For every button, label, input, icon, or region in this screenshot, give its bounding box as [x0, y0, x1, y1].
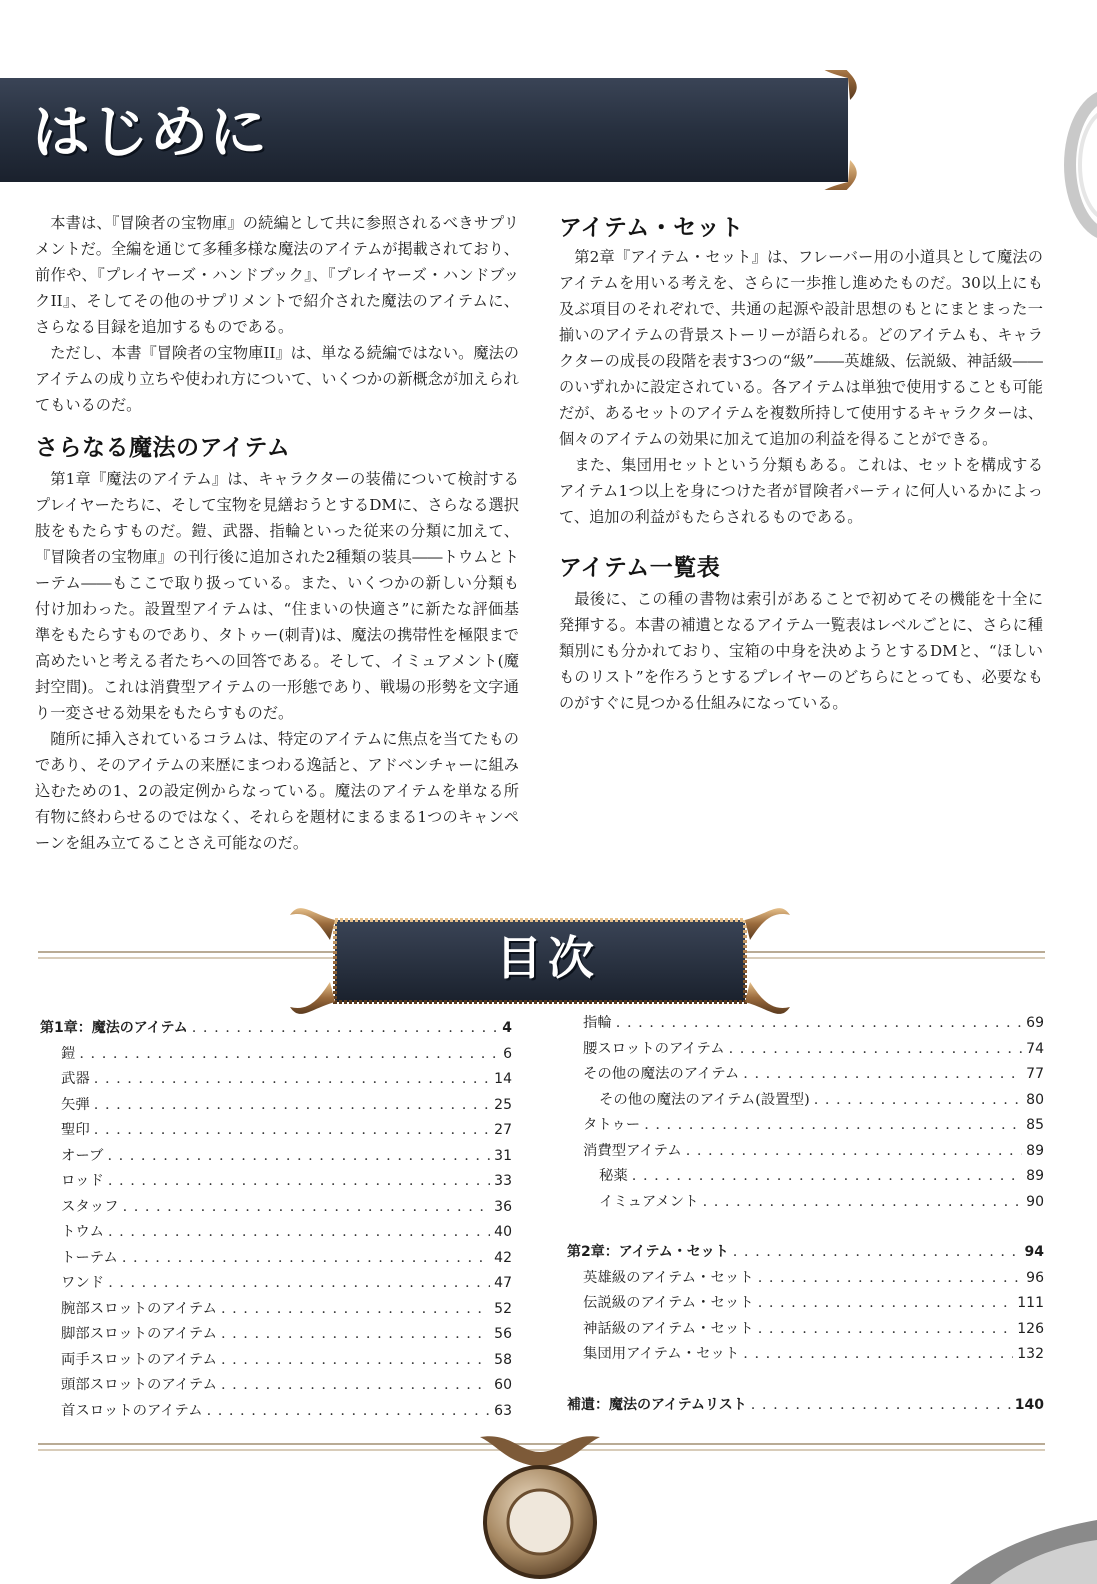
toc-entry-label: オーブ: [61, 1147, 104, 1164]
toc-entry[interactable]: [40, 1246, 512, 1272]
toc-entry[interactable]: [40, 1220, 512, 1246]
toc-title: 目次: [496, 931, 600, 985]
toc-entry[interactable]: [40, 1093, 512, 1119]
toc-entry[interactable]: [567, 1266, 1044, 1292]
toc-entry[interactable]: [567, 1011, 1044, 1037]
toc-dot-leader: [107, 1144, 490, 1170]
toc-entry-label: 首スロットのアイテム: [61, 1402, 203, 1419]
toc-entry-label: 脚部スロットのアイテム: [61, 1326, 217, 1342]
toc-entry[interactable]: [40, 1195, 512, 1221]
section-heading-item-sets: アイテム・セット: [559, 215, 744, 241]
toc-dot-leader: [644, 1113, 1022, 1139]
toc-dot-leader: [108, 1271, 490, 1297]
toc-entry[interactable]: [567, 1088, 1044, 1114]
toc-entry-label: 英雄級のアイテム・セット: [583, 1269, 754, 1286]
toc-entry[interactable]: [567, 1317, 1044, 1343]
corner-ornament: [930, 1490, 1097, 1584]
section-heading-more-items: さらなる魔法のアイテム: [35, 435, 291, 461]
toc-entry-page: 31: [494, 1147, 512, 1164]
toc-dot-leader: [632, 1164, 1022, 1190]
toc-entry-label: スタッフ: [61, 1198, 119, 1215]
toc-entry-label: 伝説級のアイテム・セット: [583, 1295, 754, 1311]
toc-entry[interactable]: [567, 1113, 1044, 1139]
toc-dot-leader: [758, 1317, 1014, 1343]
toc-right-column: [567, 1011, 1044, 1418]
toc-dot-leader: [207, 1399, 491, 1425]
toc-entry-page: 33: [494, 1173, 512, 1189]
toc-entry-label: その他の魔法のアイテム: [583, 1066, 740, 1082]
toc-entry-page: 60: [494, 1377, 512, 1393]
toc-entry-label: 腕部スロットのアイテム: [61, 1300, 217, 1317]
toc-entry-label: 消費型アイテム: [583, 1142, 682, 1159]
toc-chapter-entry[interactable]: [567, 1393, 1044, 1419]
toc-entry-page: 4: [502, 1020, 512, 1036]
toc-entry-label: 矢弾: [61, 1096, 90, 1113]
toc-entry[interactable]: [40, 1144, 512, 1170]
left-column: [35, 210, 519, 856]
page-title: はじめに: [32, 98, 269, 166]
right-column: [559, 212, 1043, 716]
toc-entry-label: 補遺：魔法のアイテムリスト: [567, 1396, 747, 1413]
toc-spacer: [567, 1368, 1044, 1393]
section-heading-item-list: アイテム一覧表: [559, 555, 721, 581]
toc-entry-page: 36: [494, 1198, 512, 1215]
toc-dot-leader: [221, 1297, 490, 1323]
toc-entry-label: 両手スロットのアイテム: [61, 1351, 217, 1368]
toc-dot-leader: [703, 1190, 1023, 1216]
toc-entry-page: 63: [494, 1402, 512, 1419]
toc-entry-page: 47: [494, 1275, 512, 1291]
toc-entry-page: 56: [494, 1326, 512, 1342]
toc-entry-page: 94: [1024, 1244, 1044, 1260]
toc-entry[interactable]: [40, 1067, 512, 1093]
intro-paragraph: ただし、本書『冒険者の宝物庫II』は、単なる続編ではない。魔法のアイテムの成り立ちや使われ方について、いくつかの新概念が加えられてもいるのだ。: [35, 344, 519, 414]
toc-entry-page: 89: [1026, 1142, 1044, 1159]
toc-entry-page: 126: [1017, 1320, 1044, 1337]
toc-entry-page: 74: [1026, 1040, 1044, 1057]
toc-entry[interactable]: [40, 1348, 512, 1374]
toc-entry-label: その他の魔法のアイテム(設置型): [599, 1091, 810, 1108]
toc-entry-label: 秘薬: [599, 1168, 628, 1184]
toc-dot-leader: [814, 1088, 1022, 1114]
toc-dot-leader: [123, 1195, 491, 1221]
toc-entry-label: 指輪: [583, 1015, 612, 1031]
edge-ornament: [1040, 70, 1097, 260]
toc-entry[interactable]: [40, 1042, 512, 1068]
intro-paragraph: 本書は、『冒険者の宝物庫』の続編として共に参照されるべきサプリメントだ。全編を通じて多種多様な魔法のアイテムが掲載されており、前作や、『プレイヤーズ・ハンドブック』、『プレイヤーズ・ハンドブックII』、そしてその他のサプリメントで紹介された魔法のアイテムに、さらなる目録を追加するものである。: [35, 214, 519, 336]
toc-dot-leader: [94, 1093, 490, 1119]
toc-dot-leader: [221, 1322, 490, 1348]
toc-dot-leader: [686, 1139, 1022, 1165]
toc-left-column: [40, 1016, 512, 1424]
toc-entry[interactable]: [567, 1342, 1044, 1368]
toc-dot-leader: [743, 1342, 1013, 1368]
toc-entry-label: 武器: [61, 1071, 90, 1087]
toc-entry-label: イミュアメント: [599, 1193, 699, 1210]
toc-entry-page: 77: [1026, 1066, 1044, 1082]
toc-entry-page: 69: [1026, 1015, 1044, 1031]
toc-entry[interactable]: [40, 1297, 512, 1323]
toc-entry[interactable]: [567, 1062, 1044, 1088]
toc-dot-leader: [221, 1373, 490, 1399]
toc-dot-leader: [758, 1291, 1014, 1317]
toc-dot-leader: [729, 1037, 1023, 1063]
item-sets-paragraph: また、集団用セットという分類もある。これは、セットを構成するアイテム1つ以上を身につけた者が冒険者パーティに何人いるかによって、追加の利益がもたらされるものである。: [559, 456, 1043, 526]
toc-dot-leader: [94, 1067, 490, 1093]
toc-dot-leader: [758, 1266, 1022, 1292]
toc-entry-label: 第2章：アイテム・セット: [567, 1244, 729, 1260]
toc-entry-label: トウム: [61, 1224, 105, 1240]
toc-entry[interactable]: [567, 1037, 1044, 1063]
toc-entry-page: 27: [494, 1122, 512, 1138]
toc-entry[interactable]: [567, 1190, 1044, 1216]
toc-entry-page: 140: [1014, 1396, 1044, 1413]
toc-entry-page: 14: [494, 1071, 512, 1087]
toc-dot-leader: [743, 1062, 1022, 1088]
toc-dot-leader: [122, 1246, 490, 1272]
toc-entry-label: 神話級のアイテム・セット: [583, 1320, 754, 1337]
item-list-paragraph: 最後に、この種の書物は索引があることで初めてその機能を十全に発揮する。本書の補遺となるアイテム一覧表はレベルごとに、さらに種類別にも分かれており、宝箱の中身を決めようとするDMと、“ほしいものリスト”を作ろうとするプレイヤーのどちらにとっても、必要なものがすぐに見つかる仕組みになっている。: [559, 590, 1043, 712]
toc-entry-page: 25: [494, 1096, 512, 1113]
toc-entry-page: 96: [1026, 1269, 1044, 1286]
toc-entry-label: 聖印: [61, 1122, 90, 1138]
toc-entry-page: 40: [494, 1224, 512, 1240]
toc-entry-page: 90: [1026, 1193, 1044, 1210]
toc-dot-leader: [616, 1011, 1022, 1037]
more-items-paragraph: 第1章『魔法のアイテム』は、キャラクターの装備について検討するプレイヤーたちに、そして宝物を見繕おうとするDMに、さらなる選択肢をもたらすものだ。鎧、武器、指輪といった従来の分類に加えて、『冒険者の宝物庫』の刊行後に追加された2種類の装具――トウムとトーテム――もここで取り扱っている。また、いくつかの新しい分類も付け加わった。設置型アイテムは、“住まいの快適さ”に新たな評価基準をもたらすものであり、タトゥー(刺青)は、魔法の携帯性を極限まで高めたいと考える者たちへの回答である。そして、イミュアメント(魔封空間)。これは消費型アイテムの一形態であり、戦場の形勢を文字通り一変させる効果をもたらすものだ。: [35, 470, 519, 722]
toc-dot-leader: [79, 1042, 499, 1068]
toc-dot-leader: [221, 1348, 490, 1374]
toc-entry-label: ワンド: [61, 1275, 105, 1291]
toc-entry-page: 89: [1026, 1168, 1044, 1184]
toc-entry-label: ロッド: [61, 1173, 104, 1189]
toc-entry-label: 鎧: [61, 1045, 76, 1062]
toc-entry-page: 111: [1017, 1295, 1044, 1311]
more-items-paragraph: 随所に挿入されているコラムは、特定のアイテムに焦点を当てたものであり、そのアイテムの来歴にまつわる逸話と、アドベンチャーに組み込むための1、2の設定例からなっている。魔法のアイテムを単なる所有物に終わらせるのではなく、それらを題材にまるまる1つのキャンペーンを組み立てることさえ可能なのだ。: [35, 730, 519, 852]
toc-entry[interactable]: [40, 1399, 512, 1425]
toc-entry-page: 132: [1017, 1346, 1044, 1362]
toc-entry-label: トーテム: [61, 1249, 118, 1266]
toc-entry[interactable]: [40, 1322, 512, 1348]
toc-entry-page: 52: [494, 1300, 512, 1317]
toc-entry-page: 58: [494, 1351, 512, 1368]
toc-entry-label: 第1章：魔法のアイテム: [40, 1020, 188, 1036]
toc-entry[interactable]: [567, 1291, 1044, 1317]
shield-ornament-icon: [470, 1412, 610, 1584]
toc-entry[interactable]: [40, 1373, 512, 1399]
toc-dot-leader: [192, 1016, 498, 1042]
toc-entry[interactable]: [40, 1118, 512, 1144]
toc-entry-label: タトゥー: [583, 1117, 641, 1133]
toc-chapter-entry[interactable]: [567, 1240, 1044, 1266]
toc-dot-leader: [751, 1393, 1011, 1419]
toc-entry[interactable]: [40, 1169, 512, 1195]
toc-spacer: [567, 1215, 1044, 1240]
toc-dot-leader: [108, 1220, 490, 1246]
toc-entry-page: 80: [1026, 1091, 1044, 1108]
toc-dot-leader: [108, 1169, 490, 1195]
toc-entry[interactable]: [567, 1164, 1044, 1190]
toc-entry[interactable]: [567, 1139, 1044, 1165]
toc-dot-leader: [94, 1118, 490, 1144]
toc-entry[interactable]: [40, 1271, 512, 1297]
item-sets-paragraph: 第2章『アイテム・セット』は、フレーバー用の小道具として魔法のアイテムを用いる考えを、さらに一歩推し進めたものだ。30以上にも及ぶ項目のそれぞれで、共通の起源や設計思想のもとにまとまった一揃いのアイテムの背景ストーリーが語られる。どのアイテムも、キャラクターの成長の段階を表す3つの“級”――英雄級、伝説級、神話級――のいずれかに設定されている。各アイテムは単独で使用することも可能だが、あるセットのアイテムを複数所持して使用するキャラクターは、個々のアイテムの効果に加えて追加の利益を得ることができる。: [559, 248, 1043, 448]
toc-entry-page: 6: [503, 1045, 512, 1062]
toc-dot-leader: [733, 1240, 1021, 1266]
toc-entry-label: 頭部スロットのアイテム: [61, 1377, 217, 1393]
toc-entry-page: 42: [494, 1249, 512, 1266]
toc-entry-label: 腰スロットのアイテム: [583, 1040, 725, 1057]
toc-entry-page: 85: [1026, 1117, 1044, 1133]
toc-entry-label: 集団用アイテム・セット: [583, 1346, 740, 1362]
toc-chapter-entry[interactable]: [40, 1016, 512, 1042]
